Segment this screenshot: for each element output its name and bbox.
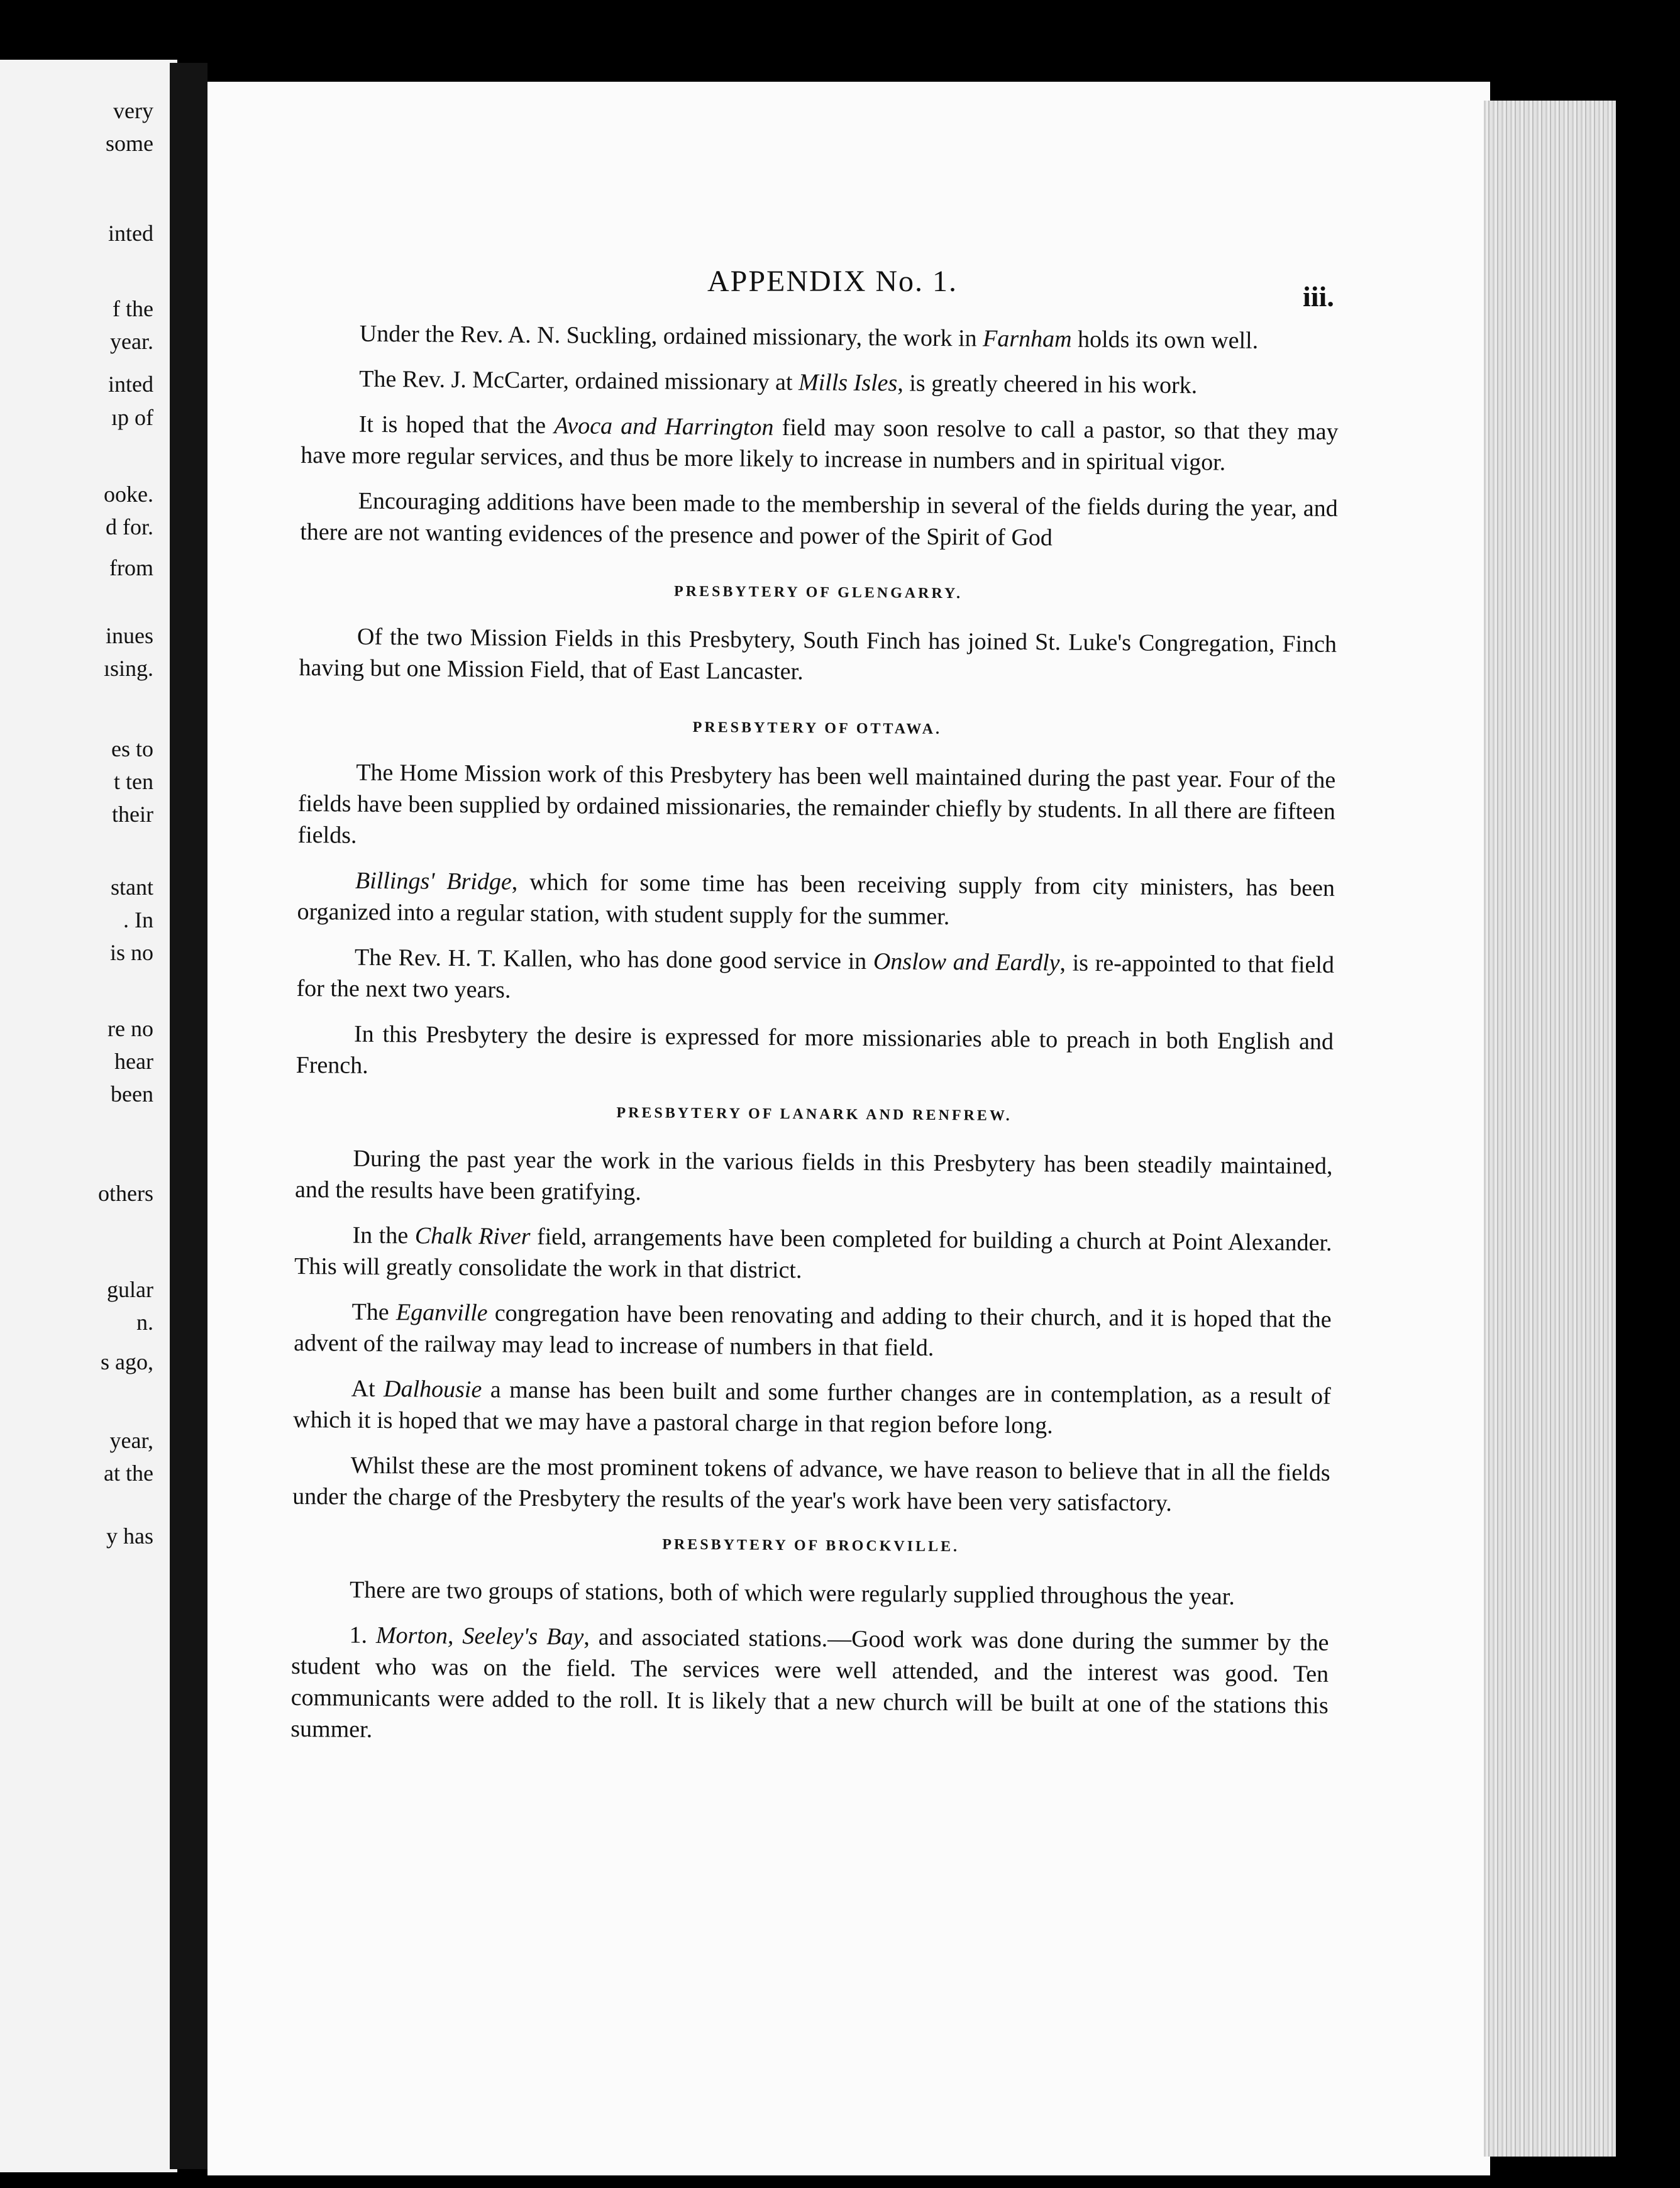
page-number: iii. bbox=[1303, 280, 1334, 312]
left-page-fragment: others bbox=[98, 1181, 153, 1206]
paragraph bbox=[299, 621, 1337, 692]
text-run: The Rev. J. McCarter, ordained missionary at bbox=[359, 365, 799, 396]
paragraph bbox=[292, 1449, 1330, 1520]
left-page-fragment: ısing. bbox=[103, 656, 153, 681]
italic-name: Avoca and Harrington bbox=[554, 412, 774, 441]
italic-name: Mills Isles bbox=[798, 369, 898, 397]
paragraph bbox=[294, 1296, 1332, 1367]
text-run: , which for some time has been receiving supply from city ministers, has been organized into a regular station, with student supply for the summer. bbox=[297, 868, 1335, 931]
paragraph bbox=[290, 1619, 1329, 1753]
text-run: In this Presbytery the desire is expressed for more missionaries able to preach in both English and French. bbox=[296, 1020, 1334, 1079]
left-page-fragment: inues bbox=[106, 623, 153, 648]
running-header: APPENDIX No. 1. bbox=[707, 265, 958, 298]
left-page-fragment: d for. bbox=[106, 514, 153, 539]
left-page-fragment: from bbox=[109, 555, 153, 580]
left-page-fragment: inted bbox=[108, 372, 153, 397]
text-run: The Home Mission work of this Presbytery has been well maintained during the past year. Four of the fields have been supplied by ordained missionaries, the remainder chiefly by students. In all there are fifteen fields. bbox=[297, 759, 1336, 849]
left-page-fragment: at the bbox=[104, 1461, 153, 1486]
left-page-fragment: ooke. bbox=[104, 482, 153, 507]
paragraph bbox=[292, 1574, 1329, 1613]
left-page-fragment: year, bbox=[109, 1428, 153, 1453]
paragraph bbox=[301, 363, 1339, 402]
text-run: Under the Rev. A. N. Suckling, ordained missionary, the work in bbox=[359, 320, 983, 352]
paragraph bbox=[297, 756, 1335, 859]
paragraph bbox=[301, 408, 1339, 479]
left-page-fragment: gular bbox=[107, 1277, 153, 1302]
left-page-fragment: ıp of bbox=[111, 405, 153, 430]
paragraph bbox=[296, 941, 1334, 1012]
section-heading: PRESBYTERY OF GLENGARRY. bbox=[673, 583, 963, 602]
text-run: a manse has been built and some further changes are in contemplation, as a result of which it is hoped that we may have a pastoral charge in that region before long. bbox=[293, 1376, 1331, 1439]
text-run: Of the two Mission Fields in this Presbytery, South Finch has joined St. Luke's Congregation, Finch having but one Mission Field, that of East Lancaster. bbox=[299, 623, 1337, 685]
left-page-fragment: some bbox=[106, 131, 153, 156]
text-run: holds its own well. bbox=[1071, 326, 1259, 354]
text-run: field may soon resolve to call a pastor, so that they may have more regular services, and thus be more likely to increase in numbers and in spiritual vigor. bbox=[301, 414, 1339, 476]
left-page-fragment: f the bbox=[113, 296, 153, 321]
italic-name: Billings' Bridge bbox=[355, 867, 512, 895]
page-body bbox=[290, 318, 1339, 1767]
left-page-fragment: inted bbox=[108, 221, 153, 246]
text-run: In the bbox=[352, 1222, 415, 1249]
left-page-fragment: hear bbox=[114, 1049, 153, 1074]
text-run: 1. bbox=[349, 1622, 377, 1649]
text-run: During the past year the work in the various fields in this Presbytery has been steadily maintained, and the results have been gratifying. bbox=[294, 1145, 1333, 1206]
section-heading: PRESBYTERY OF OTTAWA. bbox=[692, 719, 942, 738]
text-run: , and associated stations.—Good work was done during the summer by the student who was on the field. The services were well attended, and the interest was good. Ten communicants were added to the roll. It is likely that a new church will be built at one of the stations this summer. bbox=[290, 1623, 1329, 1743]
text-run: There are two groups of stations, both of which were regularly supplied throughous the year. bbox=[349, 1576, 1235, 1610]
italic-name: Onslow and Eardly bbox=[873, 948, 1060, 976]
left-page-fragment: been bbox=[111, 1081, 153, 1107]
text-run: , is greatly cheered in his work. bbox=[897, 370, 1198, 399]
paragraph bbox=[293, 1373, 1331, 1444]
page-fore-edge bbox=[1484, 101, 1616, 2157]
italic-name: Chalk River bbox=[414, 1222, 531, 1250]
italic-name: Morton, Seeley's Bay bbox=[375, 1622, 584, 1650]
left-page-fragment: very bbox=[113, 98, 153, 123]
paragraph bbox=[300, 485, 1338, 556]
italic-name: Dalhousie bbox=[383, 1376, 482, 1403]
left-page-fragment: year. bbox=[110, 329, 153, 354]
italic-name: Eganville bbox=[395, 1299, 488, 1327]
left-page-fragment: s ago, bbox=[101, 1349, 153, 1374]
left-page-fragment: stant bbox=[111, 875, 153, 900]
text-run: At bbox=[351, 1375, 384, 1403]
text-run: The bbox=[351, 1298, 397, 1326]
left-page-fragment: es to bbox=[111, 736, 153, 761]
italic-name: Farnham bbox=[982, 325, 1072, 353]
paragraph bbox=[294, 1219, 1332, 1290]
left-page-fragment: n. bbox=[136, 1310, 153, 1335]
book-gutter bbox=[170, 63, 207, 2169]
text-run: , is re-appointed to that field for the next two years. bbox=[296, 949, 1335, 1003]
text-run: Whilst these are the most prominent tokens of advance, we have reason to believe that in all the fields under the charge of the Presbytery the results of the year's work have been very satisfactory. bbox=[292, 1452, 1330, 1517]
text-run: Encouraging additions have been made to the membership in several of the fields during the year, and there are not wanting evidences of the presence and power of the Spirit of God bbox=[300, 487, 1338, 551]
left-page-fragment: y has bbox=[106, 1523, 153, 1549]
text-run: field, arrangements have been completed for building a church at Point Alexander. This will greatly consolidate the work in that district. bbox=[294, 1223, 1332, 1284]
left-page-edge bbox=[0, 60, 177, 2172]
text-run: The Rev. H. T. Kallen, who has done good service in bbox=[354, 944, 874, 975]
left-page-fragment: is no bbox=[109, 940, 153, 965]
left-page-fragment: . In bbox=[123, 907, 153, 932]
text-run: It is hoped that the bbox=[358, 411, 555, 439]
text-run: congregation have been renovating and adding to their church, and it is hoped that the advent of the railway may lead to increase of numbers in that field. bbox=[294, 1300, 1332, 1361]
left-page-fragment: their bbox=[112, 802, 153, 827]
left-page-fragment: t ten bbox=[114, 769, 153, 794]
left-page-fragment: re no bbox=[108, 1016, 153, 1041]
paragraph bbox=[296, 1018, 1334, 1089]
section-heading: PRESBYTERY OF LANARK AND RENFREW. bbox=[616, 1104, 1012, 1124]
paragraph bbox=[295, 1142, 1333, 1213]
section-heading: PRESBYTERY OF BROCKVILLE. bbox=[662, 1536, 960, 1555]
paragraph bbox=[297, 865, 1335, 936]
